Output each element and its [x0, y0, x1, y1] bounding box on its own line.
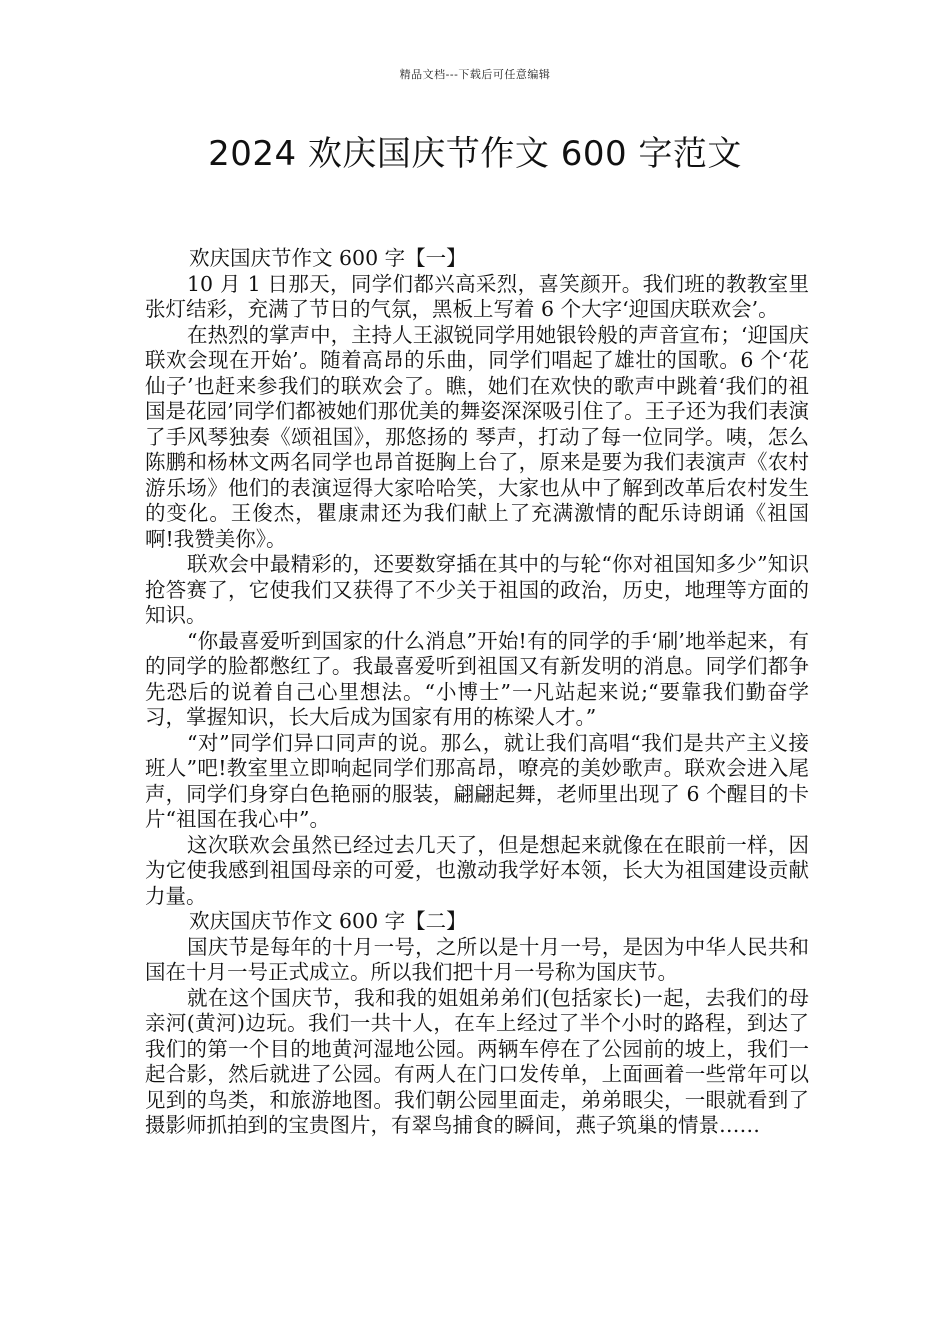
paragraph: 就在这个国庆节，我和我的姐姐弟弟们(包括家长)一起，去我们的母亲河(黄河)边玩。我们一共十人，在车上经过了半个小时的路程，到达了我们的第一个目的地黄河湿地公园。两辆车停在了公园前的坡上，我们一起合影，然后就进了公园。有两人在门口发传单，上面画着一些常年可以见到的鸟类，和旅游地图。我们朝公园里面走，弟弟眼尖，一眼就看到了摄影师抓拍到的宝贵图片，有翠鸟捕食的瞬间，燕子筑巢的情景…… — [145, 985, 809, 1137]
paragraph: “对”同学们异口同声的说。那么，就让我们高唱“我们是共产主义接班人”吧!教室里立即响起同学们那高昂，嘹亮的美妙歌声。联欢会进入尾声，同学们身穿白色艳丽的服装，翩翩起舞，老师里出现了 6 个醒目的卡片“祖国在我心中”。 — [145, 730, 809, 831]
paragraph: 国庆节是每年的十月一号，之所以是十月一号，是因为中华人民共和国在十月一号正式成立。所以我们把十月一号称为国庆节。 — [145, 934, 809, 984]
section-heading-2: 欢庆国庆节作文 600 字【二】 — [189, 909, 467, 933]
paragraph: “你最喜爱听到国家的什么消息”开始!有的同学的手‘刷’地举起来，有的同学的脸都憋红了。我最喜爱听到祖国又有新发明的消息。同学们都争先恐后的说着自己心里想法。“小博士”一凡站起来说;“要靠我们勤奋学习，掌握知识，长大后成为国家有用的栋梁人才。” — [145, 628, 809, 729]
header-note: 精品文档---下载后可任意编辑 — [399, 68, 551, 81]
document-body — [145, 246, 809, 1139]
document-title: 2024 欢庆国庆节作文 600 字范文 — [208, 134, 742, 174]
paragraph: 在热烈的掌声中，主持人王淑锐同学用她银铃般的声音宣布；‘迎国庆联欢会现在开始’。随着高昂的乐曲，同学们唱起了雄壮的国歌。6 个‘花仙子’也赶来参我们的联欢会了。瞧，她们在欢快的歌声中跳着‘我们的祖国是花园’同学们都被她们那优美的舞姿深深吸引住了。王子还为我们表演了手风琴独奏《颂祖国》，那悠扬的 琴声，打动了每一位同学。咦，怎么陈鹏和杨林文两名同学也昂首挺胸上台了，原来是要为我们表演声《农村游乐场》他们的表演逗得大家哈哈笑，大家也从中了解到改革后农村发生的变化。王俊杰，瞿康肃还为我们献上了充满激情的配乐诗朗诵《祖国啊!我赞美你》。 — [145, 322, 809, 551]
paragraph: 这次联欢会虽然已经过去几天了，但是想起来就像在在眼前一样，因为它使我感到祖国母亲的可爱，也激动我学好本领，长大为祖国建设贡献力量。 — [145, 832, 809, 908]
paragraph: 10 月 1 日那天，同学们都兴高采烈，喜笑颜开。我们班的教教室里张灯结彩，充满了节日的气氛，黑板上写着 6 个大字‘迎国庆联欢会’。 — [145, 271, 809, 321]
paragraph: 联欢会中最精彩的，还要数穿插在其中的与轮“你对祖国知多少”知识抢答赛了，它使我们又获得了不少关于祖国的政治，历史，地理等方面的知识。 — [145, 552, 809, 627]
section-heading-1: 欢庆国庆节作文 600 字【一】 — [189, 246, 467, 270]
